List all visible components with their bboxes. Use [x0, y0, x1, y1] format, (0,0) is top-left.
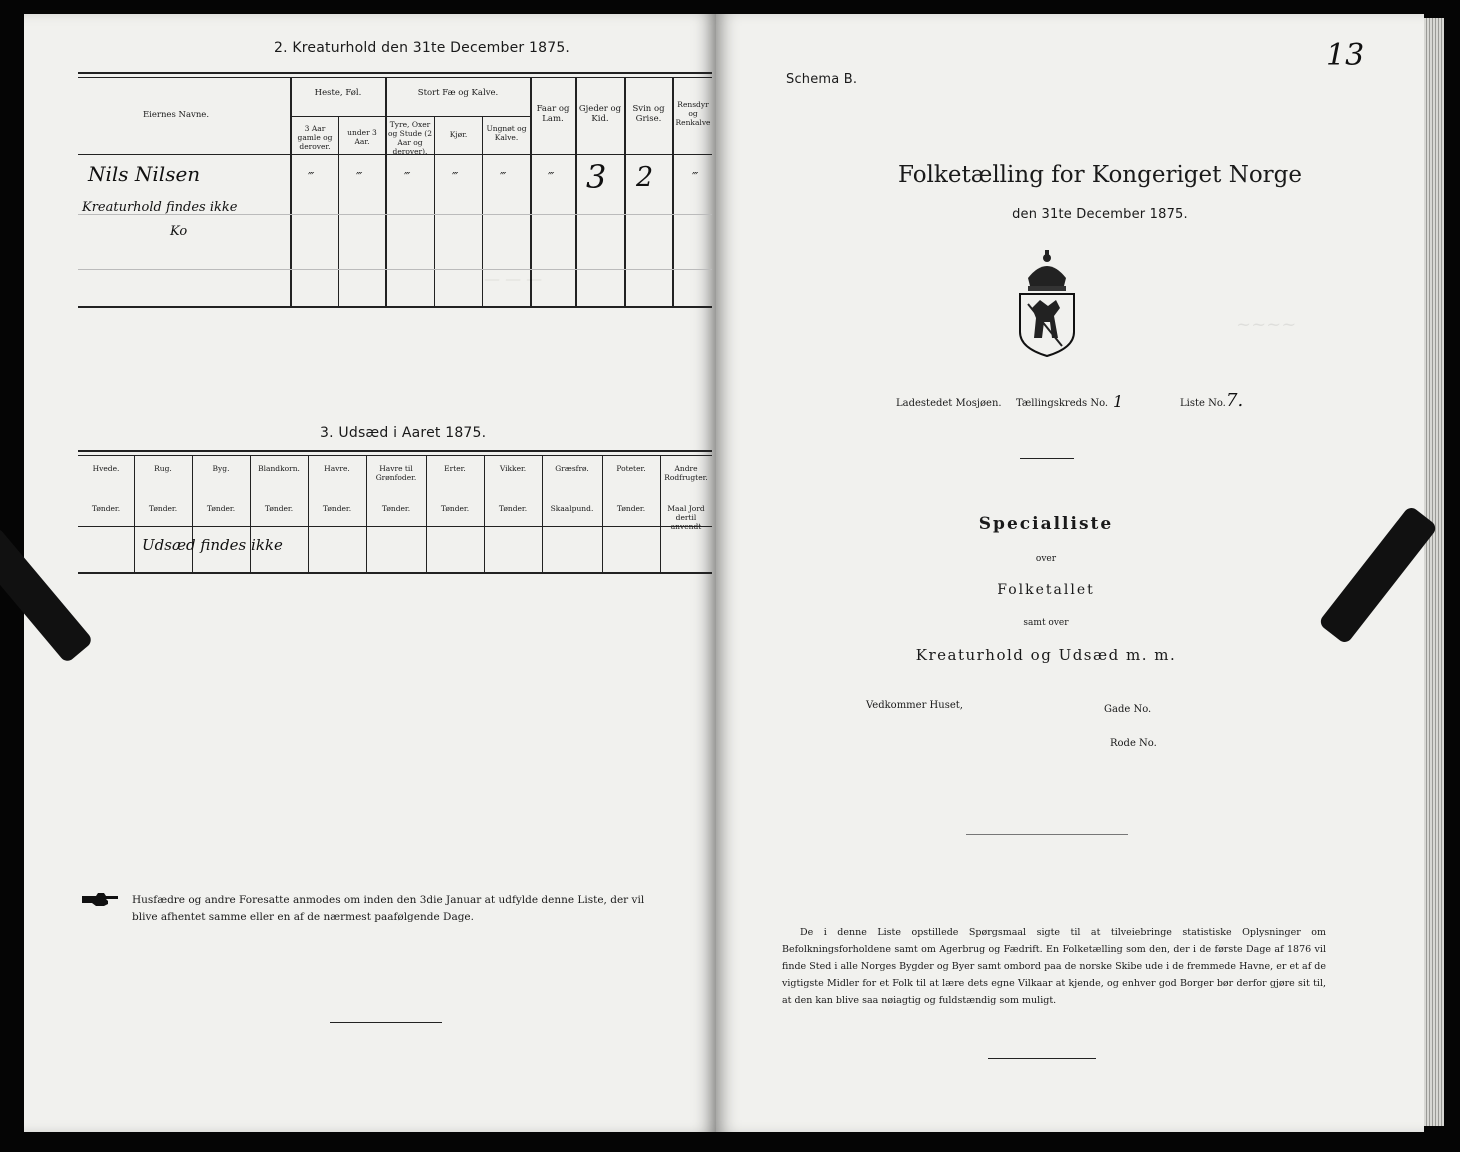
section2-title: 2. Kreaturhold den 31te December 1875. — [274, 40, 571, 56]
val-pigs: 2 — [636, 162, 654, 193]
table2-col-divider — [426, 455, 427, 573]
owner-note: Kreaturhold findes ikke — [82, 200, 238, 215]
folketallet-label: Folketallet — [997, 582, 1095, 598]
col-goats-header: Gjeder og Kid. — [578, 104, 622, 124]
rode-label: Rode No. — [1110, 738, 1157, 749]
ladested-label: Ladestedet Mosjøen. — [896, 398, 1002, 409]
table2-col-divider — [660, 455, 661, 573]
table2-col-unit: Maal Jord dertil anvendt — [667, 504, 705, 531]
schema-label: Schema B. — [786, 72, 858, 87]
table1-col-divider — [385, 77, 387, 308]
val-horse-young: ‴ — [356, 170, 363, 184]
bleed-through-ghost: ~~~~ — [1236, 314, 1297, 335]
col-cattle-header: Stort Fæ og Kalve. — [417, 88, 499, 98]
table2-col-label: Blandkorn. — [258, 464, 300, 473]
table2-header-rule — [78, 526, 712, 527]
vedkommer-label: Vedkommer Huset, — [866, 700, 963, 711]
special-title: Specialliste — [978, 514, 1114, 534]
table2-handwritten: Udsæd findes ikke — [142, 536, 283, 554]
explanation-paragraph: De i denne Liste opstillede Spørgsmaal sigte til at tilveiebringe statistiske Oplysninger om Befolkningsforholdene samt om Agerbrug og Fædrift. En Folketælling som den, der i de første Dage af 1876 vil finde Sted i alle Norges Bygder og Byer samt ombord paa de norske Skibe ude i de fremmede Havne, er et af de vigtigste Midler for et Folk til at lære dets egne Vilkaar at kjende, og enhver god Borger bør derfor gjøre sit til, at den kan blive saa nøiagtig og fuldstændig som muligt. — [782, 927, 1326, 1006]
samt-over-label: samt over — [1023, 618, 1069, 628]
col-horse-young-header: under 3 Aar. — [347, 128, 377, 146]
col-horses-header: Heste, Føl. — [314, 88, 362, 98]
col-horse-old-header: 3 Aar gamle og derover. — [297, 124, 333, 151]
kreds-value: 1 — [1113, 392, 1124, 411]
val-young: ‴ — [500, 170, 507, 184]
table2-top-rule2 — [78, 455, 712, 456]
table1-top-rule2 — [78, 77, 712, 78]
table2-col-unit: Tønder. — [616, 504, 646, 513]
col-owner-header: Eiernes Navne. — [142, 110, 210, 120]
table2-col-unit: Tønder. — [206, 504, 236, 513]
gade-label: Gade No. — [1104, 704, 1152, 715]
col-bulls-header: Tyre, Oxer og Stude (2 Aar og derover). — [387, 120, 432, 156]
over-label: over — [1035, 554, 1057, 564]
table2-col-divider — [134, 455, 135, 573]
table2-col-divider — [250, 455, 251, 573]
owner-name: Nils Nilsen — [88, 162, 201, 186]
table2-col-label: Vikker. — [499, 464, 527, 473]
table2-col-label: Poteter. — [616, 464, 646, 473]
page-number: 13 — [1326, 38, 1365, 73]
val-bulls: ‴ — [404, 170, 411, 184]
liste-value: 7. — [1226, 390, 1244, 411]
val-cows: ‴ — [452, 170, 459, 184]
coat-of-arms-icon — [1014, 248, 1080, 358]
val-goats: 3 — [586, 158, 607, 196]
table2-bottom-rule — [78, 572, 712, 574]
table2-col-unit: Tønder. — [264, 504, 294, 513]
table2-col-label: Byg. — [212, 464, 230, 473]
signature-rule — [966, 834, 1128, 835]
table2-col-divider — [366, 455, 367, 573]
section3-title: 3. Udsæd i Aaret 1875. — [320, 425, 487, 441]
table2-col-unit: Tønder. — [440, 504, 470, 513]
table2-col-unit: Tønder. — [498, 504, 528, 513]
table1-col-divider — [482, 116, 483, 306]
col-pigs-header: Svin og Grise. — [632, 104, 665, 124]
table1-subheader-rule — [290, 116, 532, 117]
table2-top-rule — [78, 450, 712, 452]
pointing-hand-icon — [80, 890, 120, 910]
table2-col-divider — [308, 455, 309, 573]
table2-col-unit: Tønder. — [322, 504, 352, 513]
bleed-through-ghost: — — — — [484, 269, 543, 288]
left-page — [24, 14, 716, 1132]
kreds-label: Tællingskreds No. — [1016, 398, 1109, 409]
liste-label: Liste No. — [1180, 398, 1226, 409]
table2-col-label: Andre Rodfrugter. — [664, 464, 708, 482]
table1-bottom-rule — [78, 306, 712, 308]
table2-col-unit: Tønder. — [148, 504, 178, 513]
table1-col-divider — [434, 116, 435, 306]
table2-col-divider — [602, 455, 603, 573]
col-sheep-header: Faar og Lam. — [536, 104, 570, 124]
table2-col-unit: Tønder. — [91, 504, 121, 513]
table2-col-label: Græsfrø. — [555, 464, 589, 473]
page-edges — [1424, 18, 1444, 1126]
col-cows-header: Kjør. — [449, 130, 468, 139]
kreatur-label: Kreaturhold og Udsæd m. m. — [915, 646, 1177, 664]
main-title: Folketælling for Kongeriget Norge — [898, 162, 1302, 188]
table2-col-divider — [542, 455, 543, 573]
col-young-header: Ungnøt og Kalve. — [486, 124, 527, 142]
footnote: Husfædre og andre Foresatte anmodes om inden den 3die Januar at udfylde denne Liste, der vil blive afhentet samme eller en af de nærmest paafølgende Dage. — [132, 894, 645, 923]
owner-note-2: Ko — [170, 224, 188, 239]
col-reindeer-header: Rensdyr og Renkalve — [675, 100, 711, 127]
val-sheep: ‴ — [548, 170, 555, 184]
census-date: den 31te December 1875. — [1012, 207, 1188, 222]
right-page — [716, 14, 1424, 1132]
table2-col-unit: Skaalpund. — [550, 504, 594, 513]
val-horse-old: ‴ — [308, 170, 315, 184]
table2-col-label: Havre. — [324, 464, 350, 473]
table2-col-unit: Tønder. — [381, 504, 411, 513]
table2-col-label: Erter. — [444, 464, 466, 473]
divider-rule — [1020, 458, 1074, 459]
val-reindeer: ‴ — [692, 170, 699, 184]
closing-rule — [330, 1022, 442, 1023]
table2-col-label: Rug. — [154, 464, 172, 473]
table1-faint-rule — [78, 269, 712, 270]
table2-col-divider — [192, 455, 193, 573]
table2-col-label: Hvede. — [92, 464, 120, 473]
table1-col-divider — [290, 77, 292, 308]
table2-col-divider — [484, 455, 485, 573]
bottom-rule — [988, 1058, 1096, 1059]
table1-top-rule — [78, 72, 712, 74]
table2-col-label: Havre til Grønfoder. — [375, 464, 417, 482]
